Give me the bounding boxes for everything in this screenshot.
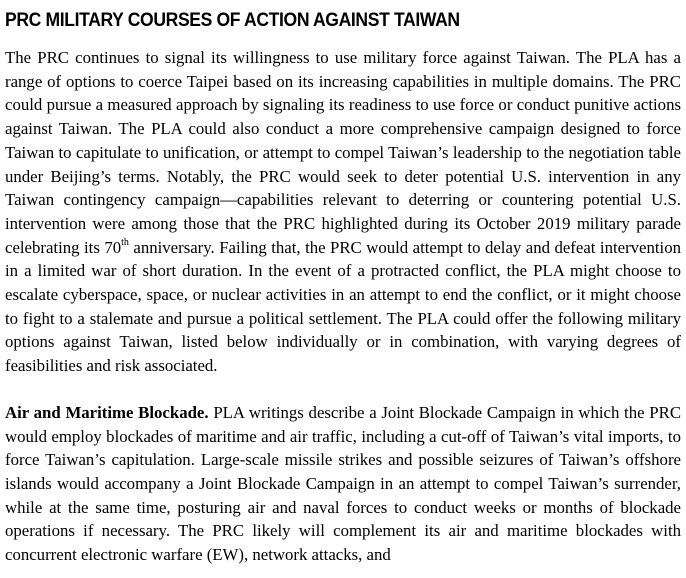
section-heading: PRC MILITARY COURSES OF ACTION AGAINST TAIWAN	[5, 9, 460, 31]
blockade-paragraph	[5, 401, 681, 567]
document-page	[5, 8, 681, 567]
intro-text-part1: The PRC continues to signal its willingness to use military force against Taiwan. The PLA has a range of options to coerce Taipei based on its increasing capabilities in multiple domains. The PRC could pursue a measured approach by signaling its readiness to use force or conduct punitive actions against Taiwan. The PLA could also conduct a more comprehensive campaign designed to force Taiwan to capitulate to unification, or attempt to compel Taiwan’s leadership to the negotiation table under Beijing’s terms. Notably, the PRC would seek to deter potential U.S. intervention in any Taiwan contingency campaign—capabilities relevant to deterring or countering potential U.S. intervention were among those that the PRC highlighted during its October 2019 military parade celebrating its 70	[5, 48, 681, 257]
intro-text-part2: anniversary. Failing that, the PRC would attempt to delay and defeat intervention in a limited war of short duration. In the event of a protracted conflict, the PLA might choose to escalate cyberspace, space, or nuclear activities in an attempt to end the conflict, or it might choose to fight to a stalemate and pursue a political settlement. The PLA could offer the following military options against Taiwan, listed below individually or in combination, with varying degrees of feasibilities and risk associated.	[5, 237, 681, 376]
intro-paragraph	[5, 46, 681, 378]
blockade-body-text: PLA writings describe a Joint Blockade Campaign in which the PRC would employ blockades of maritime and air traffic, including a cut-off of Taiwan’s vital imports, to force Taiwan’s capitulation. Large-scale missile strikes and possible seizures of Taiwan’s offshore islands would accompany a Joint Blockade Campaign in an attempt to compel Taiwan’s surrender, while at the same time, posturing air and naval forces to conduct weeks or months of blockade operations if necessary. The PRC likely will complement its air and maritime blockades with concurrent electronic warfare (EW), network attacks, and	[5, 402, 682, 565]
ordinal-superscript: th	[121, 237, 129, 249]
blockade-lead-in: Air and Maritime Blockade.	[5, 402, 209, 422]
